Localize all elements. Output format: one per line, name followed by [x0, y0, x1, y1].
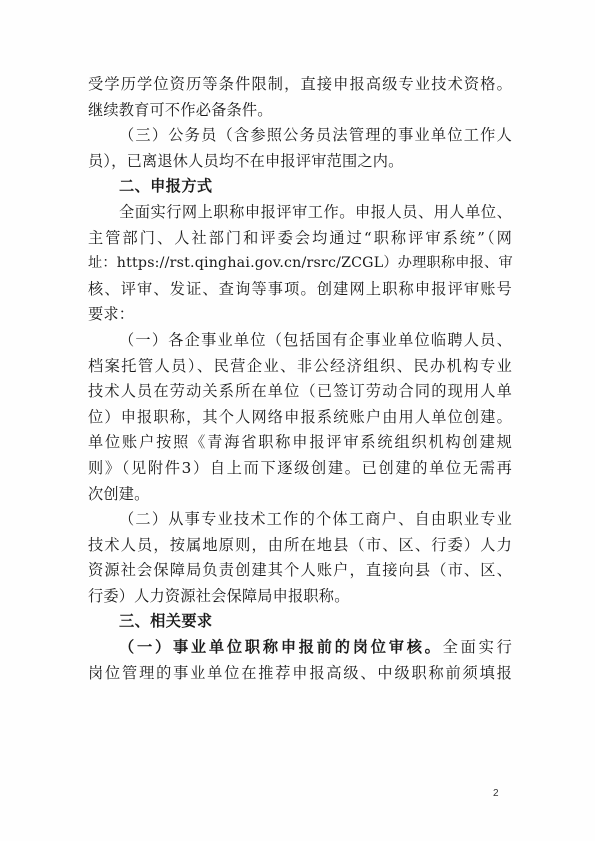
text-line: 资源社会保障局负责创建其个人账户，直接向县（市、区、	[88, 561, 512, 580]
section-heading: 三、相关要求	[119, 612, 213, 631]
text-line: 技术人员在劳动关系所在单位（已签订劳动合同的现用人单	[88, 382, 512, 401]
text-line: 次创建。	[88, 484, 150, 503]
text-line: 核、评审、发证、查询等事项。创建网上职称申报评审账号	[88, 279, 512, 298]
text-line: 档案托管人员）、民营企业、非公经济组织、民办机构专业	[88, 356, 512, 375]
text-line: 岗位管理的事业单位在推荐申报高级、中级职称前须填报	[88, 663, 512, 682]
page-number: 2	[493, 788, 499, 799]
section-heading: 二、申报方式	[119, 177, 213, 196]
text-line: 要求：	[88, 305, 135, 324]
subsection-heading: （一）事业单位职称申报前的岗位审核。	[119, 638, 443, 657]
text-line: 员），已离退休人员均不在申报评审范围之内。	[88, 151, 404, 170]
text-line: 受学历学位资历等条件限制，直接申报高级专业技术资格。	[88, 75, 512, 93]
text-line: （二）从事专业技术工作的个体工商户、自由职业专业	[119, 510, 512, 529]
body-text	[88, 72, 512, 686]
text-line: 址：https://rst.qinghai.gov.cn/rsrc/ZCGL）办理职称申报、审	[88, 255, 513, 272]
text-line: 行委）人力资源社会保障局申报职称。	[88, 586, 350, 605]
text-line	[88, 635, 512, 661]
text-line: 技术人员，按属地原则，由所在地县（市、区、行委）人力	[88, 535, 512, 554]
text-line: 位）申报职称，其个人网络申报系统账户由用人单位创建。	[88, 407, 512, 426]
text-line: 则》（见附件3）自上而下逐级创建。已创建的单位无需再	[88, 458, 512, 477]
text-line: 主管部门、人社部门和评委会均通过“职称评审系统”（网	[88, 228, 512, 247]
text-line: 继续教育可不作必备条件。	[88, 100, 273, 119]
text-line: 单位账户按照《青海省职称申报评审系统组织机构创建规	[88, 433, 512, 452]
text-line: （一）各企事业单位（包括国有企事业单位临聘人员、	[119, 330, 512, 349]
text-line: 全面实行网上职称申报评审工作。申报人员、用人单位、	[119, 202, 512, 221]
text-line: （三）公务员（含参照公务员法管理的事业单位工作人	[119, 126, 512, 145]
text-fragment: 全面实行	[442, 638, 512, 657]
